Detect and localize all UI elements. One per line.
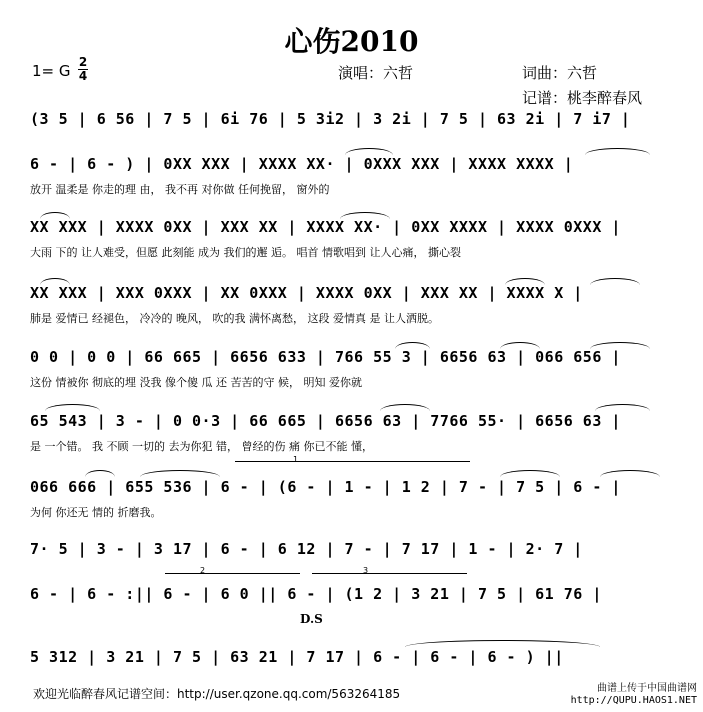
time-signature-numerator: 2: [78, 55, 88, 69]
composer-credit: 词曲：六哲: [522, 64, 598, 82]
tie-mark: [345, 148, 393, 155]
tie-mark: [40, 278, 70, 285]
footer-credit-line1: 曲谱上传于中国曲谱网: [597, 683, 697, 694]
tie-mark: [595, 404, 650, 411]
ds-mark: D.S: [300, 612, 323, 626]
footer-credit-line2: http://QUPU.HAOS1.NET: [570, 695, 697, 706]
score-row-10: [0, 648, 703, 678]
page-title: 心伤2010: [284, 25, 419, 58]
score-row-1: [0, 110, 703, 150]
score-row-2: [0, 155, 703, 200]
volta-bracket-3: [312, 573, 467, 574]
time-signature: [78, 57, 88, 82]
tie-mark: [45, 404, 100, 411]
notes-line: 066 666 | 655 536 | 6 - | (6 - | 1 - | 1 2 | 7 - | 7 5 | 6 - |: [30, 478, 621, 496]
tie-mark: [590, 342, 650, 349]
score-row-9: [0, 585, 703, 615]
tie-mark: [600, 470, 660, 477]
notes-line: XX XXX | XXX 0XXX | XX 0XXX | XXXX 0XX | XXX XX | XXXX X |: [30, 284, 583, 302]
score-row-8: [0, 540, 703, 570]
tie-mark: [40, 212, 70, 219]
tie-mark: [380, 404, 430, 411]
volta-number-1: 1: [293, 455, 299, 464]
lyrics-line: 这份 情被你 彻底的埋 没我 像个傻 瓜 还 苦苦的守 候， 明知 爱你就: [30, 376, 362, 389]
notes-line: 0 0 | 0 0 | 66 665 | 6656 633 | 766 55 3 | 6656 63 | 066 656 |: [30, 348, 621, 366]
tie-mark: [395, 342, 430, 349]
notes-line: XX XXX | XXXX 0XX | XXX XX | XXXX XX· | 0XX XXXX | XXXX 0XXX |: [30, 218, 621, 236]
footer-credit: [571, 683, 697, 707]
key-signature: 1= G: [32, 62, 71, 80]
singer-credit: 演唱：六哲: [338, 64, 414, 82]
score-row-7: [0, 478, 703, 523]
notes-line: (3 5 | 6 56 | 7 5 | 6i 76 | 5 3i2 | 3 2i | 7 5 | 63 2i | 7 i7 |: [30, 110, 631, 128]
footer-link[interactable]: 欢迎光临醉春风记谱空间：http://user.qzone.qq.com/563264185: [33, 687, 401, 701]
tie-mark: [505, 278, 545, 285]
volta-number-2: 2: [200, 566, 206, 575]
tie-mark: [85, 470, 115, 477]
tie-mark: [500, 342, 540, 349]
volta-bracket-1: [235, 461, 470, 462]
notes-line: 65 543 | 3 - | 0 0·3 | 66 665 | 6656 63 | 7766 55· | 6656 63 |: [30, 412, 621, 430]
tie-mark: [590, 278, 640, 285]
score-row-4: [0, 284, 703, 329]
volta-number-3: 3: [363, 566, 369, 575]
tie-mark: [405, 640, 600, 647]
lyrics-line: 大雨 下的 让人难受，但愿 此刻能 成为 我们的邂 逅。 唱首 情歌唱到 让人心痛， 撕心裂: [30, 246, 461, 259]
volta-bracket-2: [165, 573, 300, 574]
notes-line: 6 - | 6 - ) | 0XX XXX | XXXX XX· | 0XXX XXX | XXXX XXXX |: [30, 155, 574, 173]
tie-mark: [340, 212, 390, 219]
score-row-6: [0, 412, 703, 457]
lyrics-line: 为何 你还无 情的 折磨我。: [30, 506, 162, 519]
lyrics-line: 放开 温柔是 你走的理 由， 我不再 对你做 任何挽留， 窗外的: [30, 183, 330, 196]
tie-mark: [500, 470, 560, 477]
notes-line: 5 312 | 3 21 | 7 5 | 63 21 | 7 17 | 6 - | 6 - | 6 - ) ||: [30, 648, 564, 666]
notes-line: 7· 5 | 3 - | 3 17 | 6 - | 6 12 | 7 - | 7 17 | 1 - | 2· 7 |: [30, 540, 583, 558]
notes-line: 6 - | 6 - :|| 6 - | 6 0 || 6 - | (1 2 | 3 21 | 7 5 | 61 76 |: [30, 585, 602, 603]
score-row-5: [0, 348, 703, 393]
lyrics-line: 肺是 爱情已 经褪色， 冷冷的 晚风， 吹的我 满怀离愁， 这段 爱情真 是 让人洒脱。: [30, 312, 439, 325]
notator-credit: 记谱：桃李醉春风: [522, 89, 643, 107]
time-signature-denominator: 4: [78, 69, 88, 83]
lyrics-line: 是 一个错。 我 不顾 一切的 去为你犯 错， 曾经的伤 痛 你已不能 懂，: [30, 440, 373, 453]
tie-mark: [140, 470, 220, 477]
score-row-3: [0, 218, 703, 263]
tie-mark: [585, 148, 650, 155]
